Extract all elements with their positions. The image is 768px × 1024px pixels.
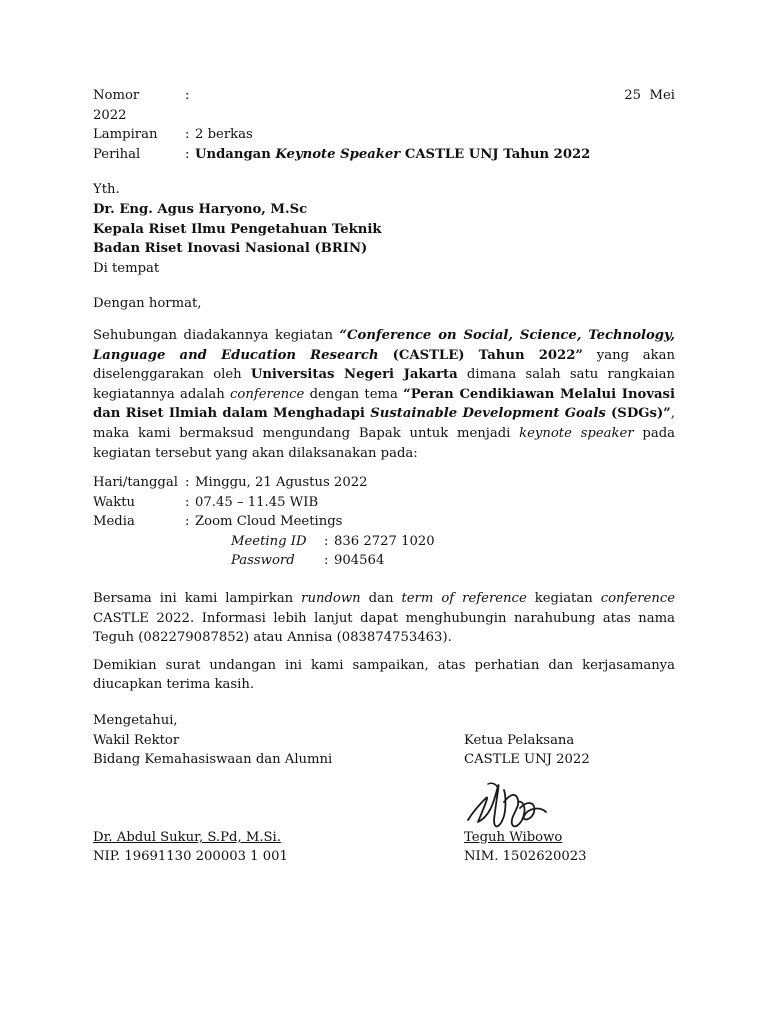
lampiran-row: Lampiran : 2 berkas bbox=[93, 125, 675, 145]
time-value: 07.45 – 11.45 WIB bbox=[195, 494, 319, 510]
nomor-colon: : bbox=[185, 88, 190, 103]
recipient-name: Dr. Eng. Agus Haryono, M.Sc bbox=[93, 201, 308, 217]
day-label: Hari/tanggal bbox=[93, 475, 178, 491]
sign-right-id: NIM. 1502620023 bbox=[464, 849, 587, 865]
schedule-media-row: Media : Zoom Cloud Meetings bbox=[93, 512, 675, 532]
signature-block bbox=[93, 711, 675, 881]
body-paragraph-1: Sehubungan diadakannya kegiatan “Conference on Social, Science, Technology, Language and Education Research (CASTLE) Tahun 2022” yang akan diselenggarakan oleh Universitas Negeri Jakarta dimana salah satu rangkaian kegiatannya adalah conference dengan tema “Peran Cendikiawan Melalui Inovasi dan Riset Ilmiah dalam Menghadapi Sustainable Development Goals (SDGs)”, maka kami bermaksud mengundang Bapak untuk menjadi keynote speaker pada kegiatan tersebut yang akan dilaksanakan pada: bbox=[93, 327, 676, 461]
password-row: Password : 904564 bbox=[231, 551, 675, 571]
time-label: Waktu bbox=[93, 494, 136, 510]
sign-left-id: NIP. 19691130 200003 1 001 bbox=[93, 849, 288, 865]
perihal-value: Undangan Keynote Speaker CASTLE UNJ Tahun 2022 bbox=[195, 146, 591, 162]
password-label: Password bbox=[231, 553, 295, 569]
media-value: Zoom Cloud Meetings bbox=[195, 514, 343, 530]
recipient-block bbox=[93, 180, 675, 278]
sign-left-line2: Wakil Rektor bbox=[93, 732, 180, 748]
media-label: Media bbox=[93, 514, 135, 530]
sign-left-line1: Mengetahui, bbox=[93, 713, 178, 729]
meeting-id-row: Meeting ID : 836 2727 1020 bbox=[231, 532, 675, 552]
sign-right-name: Teguh Wibowo bbox=[464, 829, 563, 845]
schedule-block bbox=[93, 473, 675, 571]
sign-right-line1: Ketua Pelaksana bbox=[464, 732, 575, 748]
sign-left-name: Dr. Abdul Sukur, S.Pd, M.Si. bbox=[93, 829, 281, 845]
perihal-label: Perihal bbox=[93, 146, 141, 162]
sign-right-line2: CASTLE UNJ 2022 bbox=[464, 752, 590, 768]
greeting: Dengan hormat, bbox=[93, 296, 202, 312]
recipient-position: Kepala Riset Ilmu Pengetahuan Teknik bbox=[93, 221, 382, 237]
recipient-institution: Badan Riset Inovasi Nasional (BRIN) bbox=[93, 241, 368, 257]
letter-date: 25 Mei bbox=[624, 88, 675, 103]
meeting-id-label: Meeting ID bbox=[231, 533, 307, 549]
lampiran-label: Lampiran bbox=[93, 127, 158, 143]
nomor-row bbox=[93, 86, 675, 106]
nomor-label: Nomor bbox=[93, 88, 140, 103]
perihal-row: Perihal : Undangan Keynote Speaker CASTLE UNJ Tahun 2022 bbox=[93, 145, 675, 165]
day-value: Minggu, 21 Agustus 2022 bbox=[195, 475, 368, 491]
recipient-place: Di tempat bbox=[93, 260, 160, 276]
schedule-day-row: Hari/tanggal : Minggu, 21 Agustus 2022 bbox=[93, 473, 675, 493]
signature-left bbox=[93, 711, 332, 867]
password-value: 904564 bbox=[334, 553, 385, 569]
lampiran-value: 2 berkas bbox=[195, 127, 253, 143]
schedule-time-row: Waktu : 07.45 – 11.45 WIB bbox=[93, 493, 675, 513]
meeting-id-value: 836 2727 1020 bbox=[334, 533, 435, 549]
handwritten-signature-icon bbox=[460, 772, 555, 842]
letter-date-year: 2022 bbox=[93, 107, 127, 123]
recipient-yth: Yth. bbox=[93, 182, 120, 198]
body-paragraph-2: Bersama ini kami lampirkan rundown dan term of reference kegiatan conference CASTLE 2022. Informasi lebih lanjut dapat menghubungin narahubung atas nama Teguh (082279087852) atau Annisa (083874753463). bbox=[93, 591, 676, 646]
closing-paragraph: Demikian surat undangan ini kami sampaikan, atas perhatian dan kerjasamanya diucapkan terima kasih. bbox=[93, 657, 675, 693]
sign-left-line3: Bidang Kemahasiswaan dan Alumni bbox=[93, 752, 333, 768]
letter bbox=[93, 86, 675, 881]
